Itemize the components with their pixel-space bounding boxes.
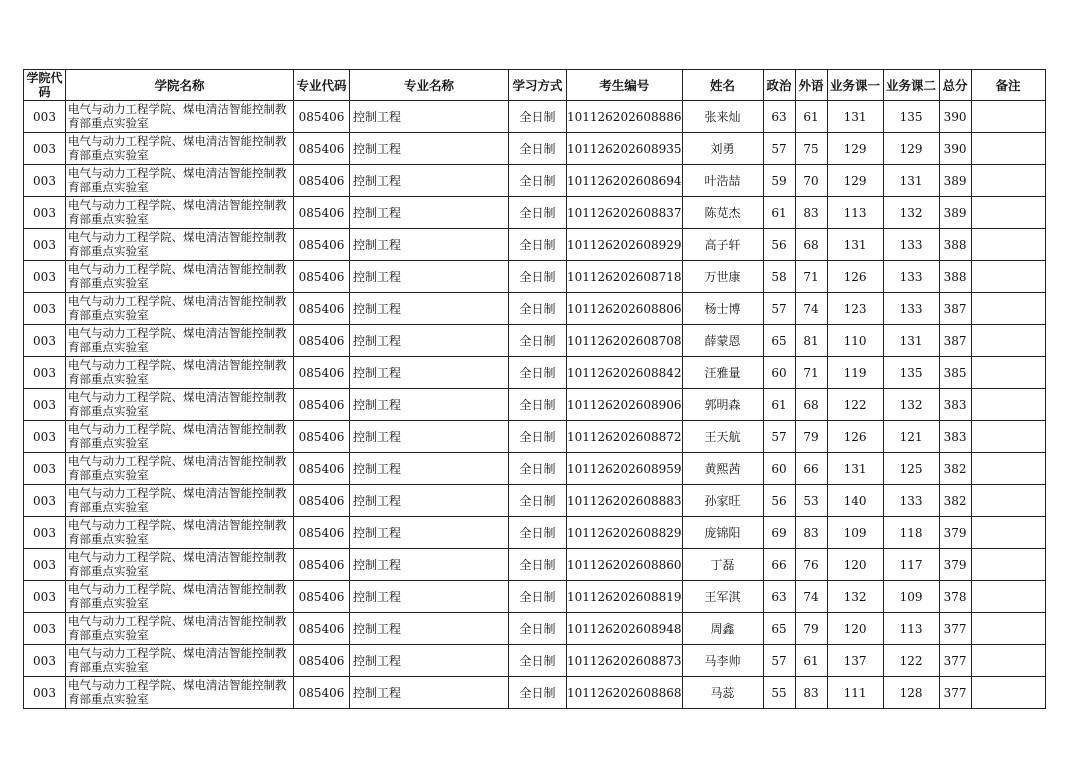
cell-major-code: 085406: [294, 165, 350, 197]
cell-politics: 61: [763, 197, 795, 229]
cell-study-mode: 全日制: [509, 293, 567, 325]
cell-course2: 133: [883, 261, 939, 293]
cell-college-name: 电气与动力工程学院、煤电清洁智能控制教育部重点实验室: [66, 421, 294, 453]
cell-major-name: 控制工程: [350, 453, 509, 485]
cell-politics: 65: [763, 325, 795, 357]
cell-course2: 132: [883, 197, 939, 229]
cell-name: 马蕊: [682, 677, 763, 709]
cell-course2: 121: [883, 421, 939, 453]
cell-course1: 109: [827, 517, 883, 549]
cell-exam-number: 101126202608806: [567, 293, 683, 325]
cell-course1: 126: [827, 261, 883, 293]
cell-politics: 60: [763, 453, 795, 485]
cell-remarks: [971, 357, 1045, 389]
cell-total: 390: [939, 133, 971, 165]
cell-remarks: [971, 133, 1045, 165]
cell-college-code: 003: [24, 485, 66, 517]
cell-foreign-language: 66: [795, 453, 827, 485]
cell-foreign-language: 79: [795, 421, 827, 453]
cell-total: 383: [939, 389, 971, 421]
cell-major-name: 控制工程: [350, 645, 509, 677]
cell-major-name: 控制工程: [350, 549, 509, 581]
table-row: [24, 581, 1046, 613]
cell-course1: 126: [827, 421, 883, 453]
cell-major-name: 控制工程: [350, 293, 509, 325]
cell-major-name: 控制工程: [350, 357, 509, 389]
cell-study-mode: 全日制: [509, 197, 567, 229]
cell-foreign-language: 79: [795, 613, 827, 645]
cell-remarks: [971, 293, 1045, 325]
cell-politics: 61: [763, 389, 795, 421]
cell-study-mode: 全日制: [509, 261, 567, 293]
cell-course1: 113: [827, 197, 883, 229]
cell-exam-number: 101126202608929: [567, 229, 683, 261]
cell-college-name: 电气与动力工程学院、煤电清洁智能控制教育部重点实验室: [66, 229, 294, 261]
cell-name: 黄熙茜: [682, 453, 763, 485]
cell-total: 377: [939, 677, 971, 709]
cell-course2: 131: [883, 325, 939, 357]
header-foreign-language: 外语: [795, 70, 827, 101]
table-row: [24, 357, 1046, 389]
cell-course2: 129: [883, 133, 939, 165]
cell-study-mode: 全日制: [509, 421, 567, 453]
cell-exam-number: 101126202608906: [567, 389, 683, 421]
cell-total: 383: [939, 421, 971, 453]
cell-remarks: [971, 165, 1045, 197]
cell-college-code: 003: [24, 133, 66, 165]
cell-course2: 117: [883, 549, 939, 581]
cell-college-code: 003: [24, 421, 66, 453]
cell-study-mode: 全日制: [509, 325, 567, 357]
cell-name: 高子轩: [682, 229, 763, 261]
cell-name: 马李帅: [682, 645, 763, 677]
cell-name: 薛蒙恩: [682, 325, 763, 357]
cell-major-name: 控制工程: [350, 133, 509, 165]
cell-course1: 131: [827, 229, 883, 261]
cell-college-name: 电气与动力工程学院、煤电清洁智能控制教育部重点实验室: [66, 261, 294, 293]
header-politics: 政治: [763, 70, 795, 101]
table-row: [24, 133, 1046, 165]
cell-exam-number: 101126202608694: [567, 165, 683, 197]
cell-course1: 120: [827, 613, 883, 645]
cell-foreign-language: 71: [795, 357, 827, 389]
cell-major-name: 控制工程: [350, 261, 509, 293]
cell-course1: 119: [827, 357, 883, 389]
cell-remarks: [971, 549, 1045, 581]
cell-exam-number: 101126202608935: [567, 133, 683, 165]
cell-total: 389: [939, 165, 971, 197]
cell-remarks: [971, 517, 1045, 549]
cell-total: 378: [939, 581, 971, 613]
cell-foreign-language: 76: [795, 549, 827, 581]
cell-study-mode: 全日制: [509, 133, 567, 165]
cell-foreign-language: 81: [795, 325, 827, 357]
cell-name: 陈苋杰: [682, 197, 763, 229]
cell-total: 385: [939, 357, 971, 389]
cell-foreign-language: 68: [795, 229, 827, 261]
cell-foreign-language: 70: [795, 165, 827, 197]
cell-college-code: 003: [24, 261, 66, 293]
cell-remarks: [971, 645, 1045, 677]
header-major-code: 专业代码: [294, 70, 350, 101]
cell-college-name: 电气与动力工程学院、煤电清洁智能控制教育部重点实验室: [66, 357, 294, 389]
cell-major-code: 085406: [294, 101, 350, 133]
cell-name: 周鑫: [682, 613, 763, 645]
cell-major-code: 085406: [294, 229, 350, 261]
cell-remarks: [971, 421, 1045, 453]
cell-college-code: 003: [24, 581, 66, 613]
cell-remarks: [971, 229, 1045, 261]
cell-politics: 66: [763, 549, 795, 581]
cell-politics: 65: [763, 613, 795, 645]
cell-total: 388: [939, 229, 971, 261]
cell-foreign-language: 61: [795, 101, 827, 133]
cell-politics: 56: [763, 485, 795, 517]
cell-course2: 118: [883, 517, 939, 549]
cell-course2: 125: [883, 453, 939, 485]
table-row: [24, 261, 1046, 293]
cell-study-mode: 全日制: [509, 517, 567, 549]
cell-study-mode: 全日制: [509, 645, 567, 677]
cell-major-name: 控制工程: [350, 325, 509, 357]
cell-college-code: 003: [24, 517, 66, 549]
cell-college-name: 电气与动力工程学院、煤电清洁智能控制教育部重点实验室: [66, 549, 294, 581]
cell-course2: 113: [883, 613, 939, 645]
cell-course1: 122: [827, 389, 883, 421]
cell-course2: 133: [883, 229, 939, 261]
cell-exam-number: 101126202608868: [567, 677, 683, 709]
cell-study-mode: 全日制: [509, 549, 567, 581]
cell-remarks: [971, 261, 1045, 293]
cell-college-code: 003: [24, 613, 66, 645]
cell-college-name: 电气与动力工程学院、煤电清洁智能控制教育部重点实验室: [66, 325, 294, 357]
cell-exam-number: 101126202608883: [567, 485, 683, 517]
cell-college-code: 003: [24, 645, 66, 677]
cell-course2: 132: [883, 389, 939, 421]
header-major-name: 专业名称: [350, 70, 509, 101]
cell-college-code: 003: [24, 165, 66, 197]
cell-politics: 55: [763, 677, 795, 709]
cell-name: 杨士博: [682, 293, 763, 325]
cell-politics: 57: [763, 645, 795, 677]
cell-name: 王军淇: [682, 581, 763, 613]
cell-college-code: 003: [24, 453, 66, 485]
cell-college-name: 电气与动力工程学院、煤电清洁智能控制教育部重点实验室: [66, 677, 294, 709]
cell-college-code: 003: [24, 325, 66, 357]
cell-course2: 133: [883, 485, 939, 517]
header-name: 姓名: [682, 70, 763, 101]
cell-study-mode: 全日制: [509, 229, 567, 261]
cell-foreign-language: 74: [795, 293, 827, 325]
cell-college-code: 003: [24, 549, 66, 581]
header-college-code: 学院代码: [24, 70, 66, 101]
cell-remarks: [971, 485, 1045, 517]
cell-exam-number: 101126202608959: [567, 453, 683, 485]
cell-major-code: 085406: [294, 453, 350, 485]
table-row: [24, 645, 1046, 677]
cell-exam-number: 101126202608718: [567, 261, 683, 293]
cell-total: 387: [939, 293, 971, 325]
cell-remarks: [971, 677, 1045, 709]
cell-college-name: 电气与动力工程学院、煤电清洁智能控制教育部重点实验室: [66, 389, 294, 421]
cell-total: 377: [939, 613, 971, 645]
cell-exam-number: 101126202608872: [567, 421, 683, 453]
cell-name: 丁磊: [682, 549, 763, 581]
cell-remarks: [971, 613, 1045, 645]
cell-exam-number: 101126202608860: [567, 549, 683, 581]
cell-total: 377: [939, 645, 971, 677]
cell-course1: 110: [827, 325, 883, 357]
cell-major-code: 085406: [294, 261, 350, 293]
cell-course2: 128: [883, 677, 939, 709]
cell-course1: 129: [827, 133, 883, 165]
cell-major-name: 控制工程: [350, 229, 509, 261]
header-study-mode: 学习方式: [509, 70, 567, 101]
cell-course2: 109: [883, 581, 939, 613]
table-row: [24, 389, 1046, 421]
cell-college-name: 电气与动力工程学院、煤电清洁智能控制教育部重点实验室: [66, 581, 294, 613]
cell-major-name: 控制工程: [350, 581, 509, 613]
cell-college-code: 003: [24, 197, 66, 229]
cell-college-code: 003: [24, 293, 66, 325]
cell-major-name: 控制工程: [350, 613, 509, 645]
cell-major-code: 085406: [294, 357, 350, 389]
cell-course1: 132: [827, 581, 883, 613]
cell-name: 孙家旺: [682, 485, 763, 517]
cell-remarks: [971, 389, 1045, 421]
cell-major-code: 085406: [294, 293, 350, 325]
header-row: [24, 70, 1046, 101]
cell-name: 刘勇: [682, 133, 763, 165]
cell-major-code: 085406: [294, 613, 350, 645]
header-course2: 业务课二: [883, 70, 939, 101]
cell-major-name: 控制工程: [350, 165, 509, 197]
cell-politics: 63: [763, 581, 795, 613]
cell-politics: 58: [763, 261, 795, 293]
cell-college-code: 003: [24, 357, 66, 389]
cell-name: 叶浩喆: [682, 165, 763, 197]
cell-course1: 111: [827, 677, 883, 709]
cell-foreign-language: 83: [795, 517, 827, 549]
header-exam-number: 考生编号: [567, 70, 683, 101]
cell-study-mode: 全日制: [509, 165, 567, 197]
cell-course1: 129: [827, 165, 883, 197]
cell-college-name: 电气与动力工程学院、煤电清洁智能控制教育部重点实验室: [66, 197, 294, 229]
cell-major-code: 085406: [294, 485, 350, 517]
cell-college-name: 电气与动力工程学院、煤电清洁智能控制教育部重点实验室: [66, 133, 294, 165]
cell-foreign-language: 71: [795, 261, 827, 293]
cell-politics: 69: [763, 517, 795, 549]
cell-politics: 57: [763, 133, 795, 165]
cell-college-code: 003: [24, 677, 66, 709]
cell-name: 王天航: [682, 421, 763, 453]
cell-course1: 131: [827, 101, 883, 133]
cell-politics: 57: [763, 293, 795, 325]
cell-total: 389: [939, 197, 971, 229]
cell-major-code: 085406: [294, 645, 350, 677]
cell-study-mode: 全日制: [509, 581, 567, 613]
cell-exam-number: 101126202608842: [567, 357, 683, 389]
cell-total: 382: [939, 453, 971, 485]
cell-politics: 60: [763, 357, 795, 389]
table-body: [24, 101, 1046, 709]
cell-course2: 131: [883, 165, 939, 197]
cell-college-name: 电气与动力工程学院、煤电清洁智能控制教育部重点实验室: [66, 517, 294, 549]
cell-major-name: 控制工程: [350, 485, 509, 517]
cell-total: 390: [939, 101, 971, 133]
table-row: [24, 165, 1046, 197]
cell-foreign-language: 68: [795, 389, 827, 421]
cell-study-mode: 全日制: [509, 453, 567, 485]
cell-politics: 57: [763, 421, 795, 453]
cell-foreign-language: 75: [795, 133, 827, 165]
cell-foreign-language: 61: [795, 645, 827, 677]
cell-college-name: 电气与动力工程学院、煤电清洁智能控制教育部重点实验室: [66, 293, 294, 325]
cell-study-mode: 全日制: [509, 677, 567, 709]
cell-course1: 120: [827, 549, 883, 581]
cell-major-name: 控制工程: [350, 517, 509, 549]
cell-exam-number: 101126202608837: [567, 197, 683, 229]
cell-politics: 63: [763, 101, 795, 133]
cell-major-code: 085406: [294, 517, 350, 549]
cell-remarks: [971, 453, 1045, 485]
cell-total: 379: [939, 549, 971, 581]
cell-politics: 59: [763, 165, 795, 197]
cell-course1: 123: [827, 293, 883, 325]
cell-exam-number: 101126202608819: [567, 581, 683, 613]
cell-study-mode: 全日制: [509, 613, 567, 645]
cell-major-code: 085406: [294, 581, 350, 613]
cell-college-code: 003: [24, 101, 66, 133]
cell-college-name: 电气与动力工程学院、煤电清洁智能控制教育部重点实验室: [66, 613, 294, 645]
cell-course1: 137: [827, 645, 883, 677]
cell-foreign-language: 74: [795, 581, 827, 613]
header-college-name: 学院名称: [66, 70, 294, 101]
table-row: [24, 485, 1046, 517]
cell-study-mode: 全日制: [509, 485, 567, 517]
cell-college-name: 电气与动力工程学院、煤电清洁智能控制教育部重点实验室: [66, 453, 294, 485]
table-row: [24, 677, 1046, 709]
cell-course2: 133: [883, 293, 939, 325]
cell-major-name: 控制工程: [350, 389, 509, 421]
cell-study-mode: 全日制: [509, 101, 567, 133]
table-row: [24, 197, 1046, 229]
cell-foreign-language: 83: [795, 197, 827, 229]
cell-politics: 56: [763, 229, 795, 261]
cell-major-code: 085406: [294, 325, 350, 357]
cell-major-name: 控制工程: [350, 197, 509, 229]
cell-major-code: 085406: [294, 197, 350, 229]
cell-major-code: 085406: [294, 677, 350, 709]
cell-study-mode: 全日制: [509, 389, 567, 421]
cell-name: 郭明森: [682, 389, 763, 421]
cell-foreign-language: 53: [795, 485, 827, 517]
table-row: [24, 549, 1046, 581]
cell-remarks: [971, 581, 1045, 613]
cell-exam-number: 101126202608886: [567, 101, 683, 133]
cell-course1: 140: [827, 485, 883, 517]
header-remarks: 备注: [971, 70, 1045, 101]
cell-major-code: 085406: [294, 133, 350, 165]
table-row: [24, 453, 1046, 485]
cell-major-name: 控制工程: [350, 421, 509, 453]
table-row: [24, 613, 1046, 645]
cell-college-code: 003: [24, 389, 66, 421]
cell-exam-number: 101126202608708: [567, 325, 683, 357]
cell-major-name: 控制工程: [350, 677, 509, 709]
cell-name: 汪雅量: [682, 357, 763, 389]
cell-college-name: 电气与动力工程学院、煤电清洁智能控制教育部重点实验室: [66, 485, 294, 517]
cell-major-code: 085406: [294, 549, 350, 581]
cell-college-name: 电气与动力工程学院、煤电清洁智能控制教育部重点实验室: [66, 645, 294, 677]
cell-exam-number: 101126202608873: [567, 645, 683, 677]
cell-remarks: [971, 325, 1045, 357]
header-total: 总分: [939, 70, 971, 101]
table-row: [24, 293, 1046, 325]
cell-course2: 122: [883, 645, 939, 677]
table-row: [24, 421, 1046, 453]
cell-name: 庞锦阳: [682, 517, 763, 549]
cell-exam-number: 101126202608829: [567, 517, 683, 549]
cell-foreign-language: 83: [795, 677, 827, 709]
cell-college-code: 003: [24, 229, 66, 261]
cell-total: 387: [939, 325, 971, 357]
cell-study-mode: 全日制: [509, 357, 567, 389]
cell-course2: 135: [883, 357, 939, 389]
header-course1: 业务课一: [827, 70, 883, 101]
table-row: [24, 517, 1046, 549]
table-row: [24, 101, 1046, 133]
cell-major-code: 085406: [294, 389, 350, 421]
cell-course1: 131: [827, 453, 883, 485]
cell-name: 张来灿: [682, 101, 763, 133]
cell-college-name: 电气与动力工程学院、煤电清洁智能控制教育部重点实验室: [66, 165, 294, 197]
cell-total: 382: [939, 485, 971, 517]
table-row: [24, 325, 1046, 357]
cell-remarks: [971, 101, 1045, 133]
cell-exam-number: 101126202608948: [567, 613, 683, 645]
admission-score-table: [23, 69, 1046, 709]
cell-total: 388: [939, 261, 971, 293]
cell-remarks: [971, 197, 1045, 229]
table-row: [24, 229, 1046, 261]
cell-total: 379: [939, 517, 971, 549]
cell-course2: 135: [883, 101, 939, 133]
cell-major-code: 085406: [294, 421, 350, 453]
cell-college-name: 电气与动力工程学院、煤电清洁智能控制教育部重点实验室: [66, 101, 294, 133]
cell-major-name: 控制工程: [350, 101, 509, 133]
cell-name: 万世康: [682, 261, 763, 293]
